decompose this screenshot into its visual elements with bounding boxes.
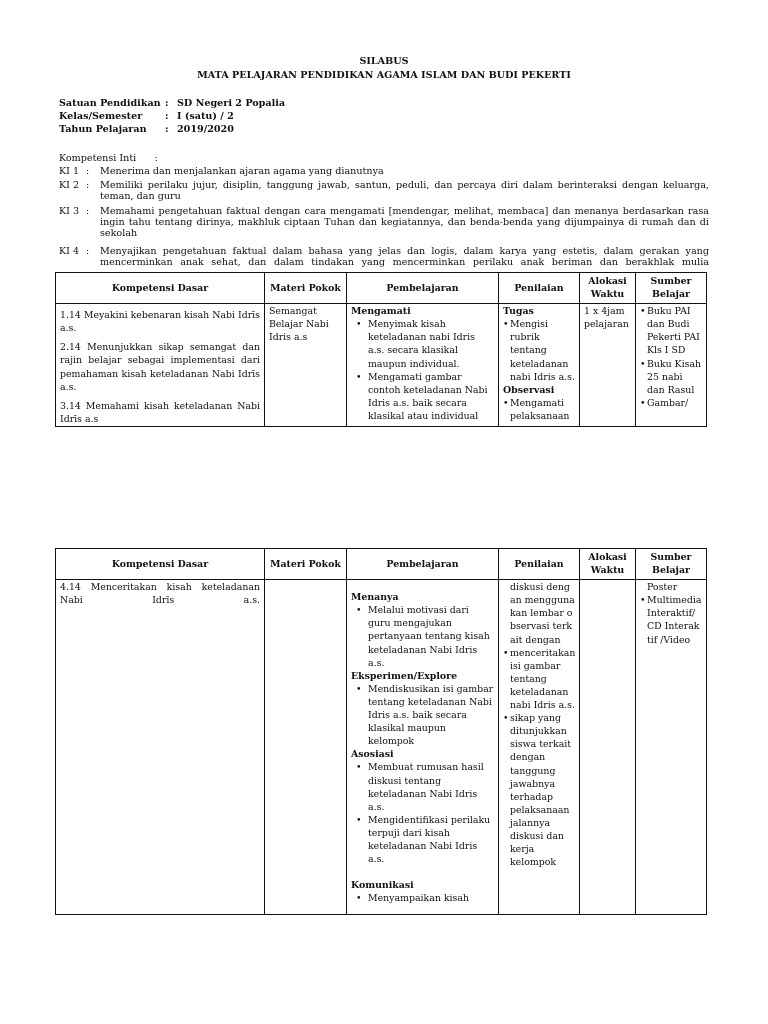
materi-pokok-text — [269, 581, 342, 903]
kompetensi-dasar-cell — [56, 580, 265, 915]
kd-4-14: 4.14 Menceritakan kisah keteladanan Nabi Idrīs a.s. — [60, 582, 260, 607]
col-penilaian: Penilaian — [499, 549, 580, 580]
col-kompetensi-dasar: Kompetensi Dasar — [56, 549, 265, 580]
list-item: • sikap yang ditunjukkan siswa terkait dengan tanggung jawabnya terhadap pelaksanaan jalannya diskusi dan kerja kelompok — [503, 712, 575, 869]
col-sumber-belajar: Sumber Belajar — [636, 273, 707, 304]
list-item: • Menyimak kisah keteladanan nabi Idris a.s. secara klasikal maupun individual. — [351, 318, 494, 370]
section-tugas: Tugas — [503, 306, 534, 318]
col-kompetensi-dasar: Kompetensi Dasar — [56, 273, 265, 304]
section-eksperimen-explore: Eksperimen/Explore — [351, 670, 458, 682]
materi-pokok-cell — [265, 580, 347, 915]
table-header-row — [56, 549, 707, 580]
col-pembelajaran: Pembelajaran — [347, 549, 499, 580]
penilaian-lead-text: diskusi dengan menggunakan lembar observasi terkait dengan — [510, 582, 575, 646]
kompetensi-inti-heading: Kompetensi Inti : — [59, 153, 158, 164]
list-item: • Mengidentifikasi perilaku terpuji dari kisah keteladanan Nabi Idris a.s. — [351, 814, 494, 866]
col-penilaian: Penilaian — [499, 273, 580, 304]
penilaian-cell — [499, 304, 580, 427]
alokasi-waktu-cell — [580, 580, 636, 915]
silabus-table-2 — [55, 548, 707, 915]
ki-1: KI 1 : Menerima dan menjalankan ajaran agama yang dianutnya — [59, 166, 384, 177]
list-item: • Multimedia Interaktif/ CD Interaktif /Video — [640, 594, 702, 646]
materi-pokok-text: Semangat Belajar Nabi Idris a.s — [269, 306, 329, 344]
kd-2-14: 2.14 Menunjukkan sikap semangat dan rajin belajar sebagai implementasi dari pemahaman kisah keteladanan Nabi Idrīs a.s. — [60, 342, 260, 393]
ki-2: KI 2 : Memiliki perilaku jujur, disiplin, tanggung jawab, santun, peduli, dan percaya diri dalam berinteraksi dengan keluarga, teman, dan guru — [59, 180, 709, 202]
meta-satuan-pendidikan: Satuan Pendidikan : SD Negeri 2 Popalia — [59, 98, 286, 109]
ki-3: KI 3 : Memahami pengetahuan faktual dengan cara mengamati [mendengar, melihat, membaca] dan menanya berdasarkan rasa ingin tahu tentang dirinya, makhluk ciptaan Tuhan dan kegiatannya, dan benda-benda yang dijumpainya di rumah dan di sekolah — [59, 206, 709, 239]
penilaian-cell — [499, 580, 580, 915]
alokasi-waktu-text: 1 x 4jam pelajaran — [584, 306, 629, 331]
col-materi-pokok: Materi Pokok — [265, 549, 347, 580]
materi-pokok-cell — [265, 304, 347, 427]
section-observasi: Observasi — [503, 384, 555, 396]
col-pembelajaran: Pembelajaran — [347, 273, 499, 304]
list-item: • Mengamati pelaksanaan — [503, 397, 575, 423]
col-materi-pokok: Materi Pokok — [265, 273, 347, 304]
meta-tahun-pelajaran: Tahun Pelajaran : 2019/2020 — [59, 124, 234, 135]
pembelajaran-cell — [347, 580, 499, 915]
list-item: • menceritakan isi gambar tentang keteladanan nabi Idris a.s. — [503, 647, 575, 712]
sumber-lead-text: Poster — [647, 582, 678, 594]
silabus-table-1 — [55, 272, 707, 427]
table-row — [56, 580, 707, 915]
section-mengamati: Mengamati — [351, 306, 411, 318]
pembelajaran-cell — [347, 304, 499, 427]
list-item: • Mengamati gambar contoh keteladanan Nabi Idris a.s. baik secara klasikal atau individual — [351, 371, 494, 423]
document-subtitle: MATA PELAJARAN PENDIDIKAN AGAMA ISLAM DAN BUDI PEKERTI — [197, 70, 571, 81]
kd-3-14: 3.14 Memahami kisah keteladanan Nabi Idrīs a.s — [60, 400, 260, 425]
col-alokasi-waktu: Alokasi Waktu — [580, 273, 636, 304]
list-item: • Mengisi rubrik tentang keteladanan nabi Idris a.s. — [503, 318, 575, 383]
list-item: • Buku Kisah 25 nabi dan Rasul — [640, 358, 702, 397]
alokasi-waktu-cell — [580, 304, 636, 427]
list-item: • Mendiskusikan isi gambar tentang keteladanan Nabi Idris a.s. baik secara klasikal maupun kelompok — [351, 683, 494, 748]
kd-1-14: 1.14 Meyakini kebenaran kisah Nabi Idrīs a.s. — [60, 310, 260, 335]
meta-kelas-semester: Kelas/Semester : I (satu) / 2 — [59, 111, 234, 122]
sumber-belajar-cell — [636, 580, 707, 915]
section-menanya: Menanya — [351, 592, 399, 604]
list-item: • Menyampaikan kisah — [351, 892, 494, 905]
list-item: • Membuat rumusan hasil diskusi tentang keteladanan Nabi Idris a.s. — [351, 761, 494, 813]
table-header-row — [56, 273, 707, 304]
alokasi-waktu-text — [584, 581, 631, 903]
section-komunikasi: Komunikasi — [351, 880, 414, 892]
col-sumber-belajar: Sumber Belajar — [636, 549, 707, 580]
ki-4: KI 4 : Menyajikan pengetahuan faktual dalam bahasa yang jelas dan logis, dalam karya yang estetis, dalam gerakan yang mencerminkan anak sehat, dan dalam tindakan yang mencerminkan perilaku anak beriman dan berakhlak mulia — [59, 246, 709, 268]
kompetensi-dasar-cell — [56, 304, 265, 427]
list-item: • Gambar/ — [640, 397, 702, 410]
table-row — [56, 304, 707, 427]
document-title: SILABUS — [359, 56, 409, 67]
col-alokasi-waktu: Alokasi Waktu — [580, 549, 636, 580]
sumber-belajar-cell — [636, 304, 707, 427]
list-item: • Melalui motivasi dari guru mengajukan pertanyaan tentang kisah keteladanan Nabi Idris a.s. — [351, 604, 494, 669]
section-asosiasi: Asosiasi — [351, 749, 394, 761]
list-item: • Buku PAI dan Budi Pekerti PAI Kls I SD — [640, 305, 702, 357]
